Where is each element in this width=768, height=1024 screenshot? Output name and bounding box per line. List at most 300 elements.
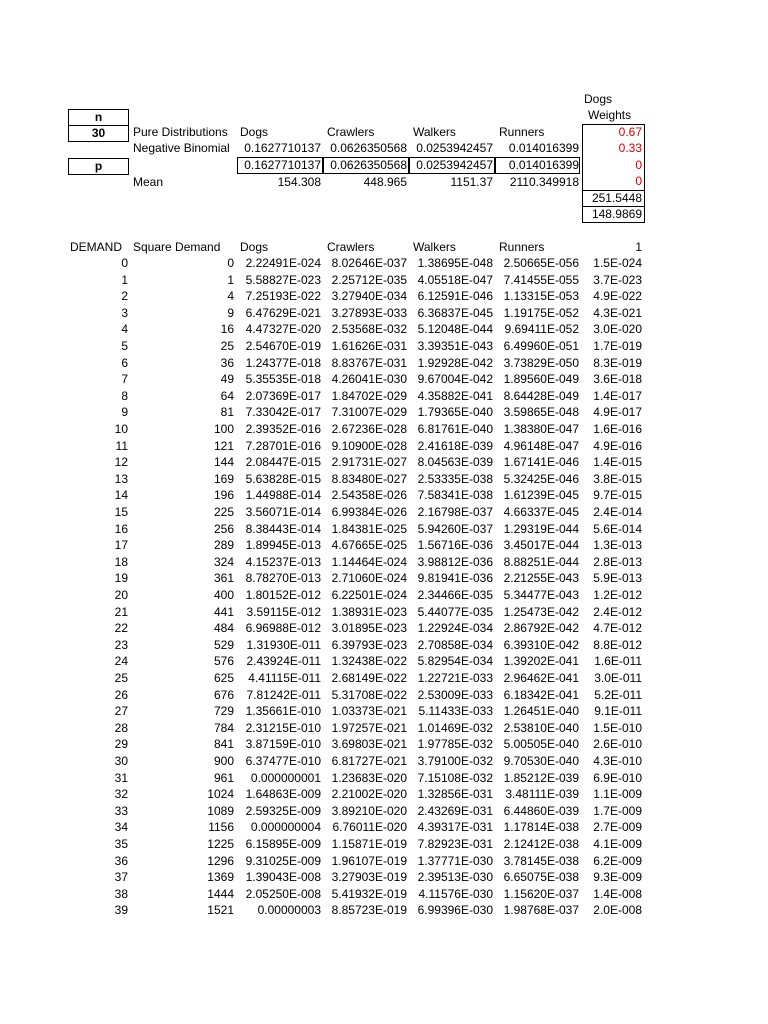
cell-square-demand[interactable]: 361: [213, 571, 234, 586]
cell-weighted[interactable]: 1.2E-012: [593, 588, 642, 602]
cell-walkers[interactable]: 5.94260E-037: [417, 521, 493, 536]
cell-demand[interactable]: 3: [121, 305, 128, 320]
cell-crawlers[interactable]: 2.91731E-027: [331, 455, 407, 470]
cell-walkers[interactable]: 3.98812E-036: [417, 554, 493, 569]
cell-runners[interactable]: 1.39202E-041: [503, 654, 579, 669]
cell-runners[interactable]: 1.67141E-046: [503, 455, 579, 470]
cell-dogs[interactable]: 2.54670E-019: [245, 339, 321, 353]
cell-crawlers[interactable]: 6.39793E-023: [331, 637, 407, 652]
cell-demand[interactable]: 30: [114, 754, 128, 768]
cell-square-demand[interactable]: 529: [213, 637, 234, 652]
cell-demand[interactable]: 16: [114, 521, 128, 536]
cell-walkers[interactable]: 1.01469E-032: [417, 720, 493, 735]
cell-crawlers[interactable]: 1.23683E-020: [331, 770, 407, 785]
cell-square-demand[interactable]: 900: [213, 754, 234, 768]
cell-weighted[interactable]: 4.7E-012: [593, 621, 642, 636]
cell-square-demand[interactable]: 1024: [207, 787, 234, 802]
cell-walkers[interactable]: 2.16798E-037: [417, 505, 493, 519]
cell-dogs[interactable]: 2.31215E-010: [245, 720, 321, 735]
cell-weighted[interactable]: 6.2E-009: [593, 853, 642, 868]
cell-weighted[interactable]: 2.7E-009: [593, 820, 642, 835]
cell-demand[interactable]: 4: [121, 322, 128, 337]
cell-runners[interactable]: 6.49960E-051: [503, 339, 579, 353]
header-demand: DEMAND: [70, 240, 123, 254]
cell-weighted[interactable]: 5.9E-013: [593, 571, 642, 586]
cell-dogs[interactable]: 2.59325E-009: [245, 803, 321, 818]
cell-dogs[interactable]: 1.39043E-008: [245, 870, 321, 885]
cell-runners[interactable]: 6.65075E-038: [503, 870, 579, 885]
cell-weighted[interactable]: 1.4E-015: [593, 455, 642, 470]
cell-weighted[interactable]: 9.3E-009: [593, 870, 642, 885]
cell-walkers[interactable]: 9.81941E-036: [417, 571, 493, 586]
cell-dogs[interactable]: 3.59115E-012: [246, 604, 321, 619]
cell-walkers[interactable]: 5.44077E-035: [417, 604, 493, 619]
cell-weighted[interactable]: 1.7E-009: [593, 803, 642, 818]
cell-demand[interactable]: 28: [114, 720, 128, 735]
cell-dogs[interactable]: 8.38443E-014: [245, 521, 321, 536]
cell-dogs[interactable]: 1.35661E-010: [245, 704, 321, 719]
cell-runners[interactable]: 8.88251E-044: [503, 554, 579, 569]
cell-dogs[interactable]: 4.47327E-020: [245, 322, 321, 337]
cell-crawlers[interactable]: 1.96107E-019: [331, 853, 407, 868]
cell-dogs[interactable]: 8.78270E-013: [245, 571, 321, 586]
cell-demand[interactable]: 14: [114, 488, 128, 503]
cell-square-demand[interactable]: 484: [213, 621, 234, 636]
cell-square-demand[interactable]: 169: [213, 471, 234, 486]
cell-runners[interactable]: 4.66337E-045: [503, 505, 579, 519]
cell-demand[interactable]: 22: [114, 621, 128, 636]
cell-demand[interactable]: 26: [114, 687, 128, 702]
cell-demand[interactable]: 2: [121, 289, 128, 304]
p-runners: 0.014016399: [508, 158, 579, 172]
cell-crawlers[interactable]: 9.10900E-028: [331, 438, 407, 453]
header-crawlers: Crawlers: [327, 240, 375, 254]
cell-square-demand[interactable]: 100: [213, 422, 234, 436]
header-walkers: Walkers: [413, 240, 456, 254]
cell-crawlers[interactable]: 2.53568E-032: [331, 322, 407, 337]
cell-dogs[interactable]: 1.64863E-009: [245, 787, 321, 802]
cell-demand[interactable]: 32: [114, 787, 128, 802]
cell-square-demand[interactable]: 25: [220, 339, 234, 353]
cell-demand[interactable]: 1: [121, 272, 128, 287]
cell-square-demand[interactable]: 961: [213, 770, 234, 785]
mean-walkers: 1151.37: [450, 175, 493, 189]
cell-walkers[interactable]: 2.43269E-031: [417, 803, 493, 818]
cell-demand[interactable]: 5: [121, 339, 128, 353]
cell-walkers[interactable]: 2.39513E-030: [417, 870, 493, 885]
cell-dogs[interactable]: 6.37477E-010: [245, 754, 321, 768]
cell-square-demand[interactable]: 256: [213, 521, 234, 536]
cell-walkers[interactable]: 1.97785E-032: [417, 737, 493, 752]
cell-walkers[interactable]: 2.70858E-034: [417, 637, 493, 652]
cell-square-demand[interactable]: 196: [213, 488, 234, 503]
cell-crawlers[interactable]: 2.68149E-022: [331, 671, 407, 685]
cell-crawlers[interactable]: 3.69803E-021: [331, 737, 407, 752]
cell-weighted[interactable]: 1.6E-011: [594, 654, 642, 669]
cell-runners[interactable]: 1.13315E-053: [503, 289, 579, 304]
cell-runners[interactable]: 3.73829E-050: [503, 355, 579, 370]
cell-square-demand[interactable]: 1156: [208, 820, 234, 835]
cell-demand[interactable]: 8: [121, 388, 128, 403]
cell-demand[interactable]: 38: [114, 886, 128, 901]
cell-runners[interactable]: 1.98768E-037: [503, 903, 579, 918]
cell-square-demand[interactable]: 81: [220, 405, 234, 420]
cell-weighted[interactable]: 4.1E-009: [593, 837, 642, 851]
header-runners: Runners: [499, 240, 545, 254]
cell-runners[interactable]: 1.61239E-045: [503, 488, 579, 503]
cell-walkers[interactable]: 6.12591E-046: [417, 289, 493, 304]
weights-title-dogs: Dogs: [584, 92, 613, 106]
cell-crawlers[interactable]: 1.32438E-022: [331, 654, 407, 669]
cell-square-demand[interactable]: 121: [213, 438, 234, 453]
cell-crawlers[interactable]: 2.25712E-035: [331, 272, 407, 287]
cell-weighted[interactable]: 1.4E-017: [593, 388, 642, 403]
cell-dogs[interactable]: 0.00000003: [257, 903, 321, 918]
cell-demand[interactable]: 23: [114, 637, 128, 652]
cell-weighted[interactable]: 8.3E-019: [593, 355, 642, 370]
cell-square-demand[interactable]: 576: [213, 654, 234, 669]
cell-demand[interactable]: 34: [114, 820, 128, 835]
header-dogs: Dogs: [240, 240, 269, 254]
cell-runners[interactable]: 6.18342E-041: [503, 687, 579, 702]
cell-runners[interactable]: 3.48111E-039: [505, 787, 579, 802]
cell-runners[interactable]: 6.44860E-039: [503, 803, 579, 818]
mean-crawlers: 448.965: [363, 175, 407, 189]
cell-dogs[interactable]: 3.87159E-010: [245, 737, 321, 752]
cell-dogs[interactable]: 7.81242E-011: [246, 687, 321, 702]
cell-dogs[interactable]: 7.28701E-016: [245, 438, 321, 453]
cell-square-demand[interactable]: 1369: [207, 870, 234, 885]
cell-dogs[interactable]: 1.31930E-011: [246, 637, 321, 652]
cell-dogs[interactable]: 5.58827E-023: [245, 272, 321, 287]
cell-demand[interactable]: 11: [115, 438, 128, 453]
cell-weighted[interactable]: 1.3E-013: [593, 538, 642, 553]
cell-square-demand[interactable]: 1225: [207, 837, 234, 851]
cell-crawlers[interactable]: 1.03373E-021: [331, 704, 407, 719]
cell-dogs[interactable]: 6.47629E-021: [245, 305, 321, 320]
cell-weighted[interactable]: 3.6E-018: [593, 372, 642, 387]
cell-runners[interactable]: 1.25473E-042: [503, 604, 579, 619]
cell-walkers[interactable]: 2.41618E-039: [417, 438, 493, 453]
cell-crawlers[interactable]: 3.89210E-020: [331, 803, 407, 818]
cell-demand[interactable]: 0: [121, 256, 128, 270]
cell-crawlers[interactable]: 1.38931E-023: [331, 604, 407, 619]
cell-dogs[interactable]: 1.80152E-012: [245, 588, 321, 602]
pure-distributions-label: Pure Distributions: [133, 125, 228, 139]
cell-demand[interactable]: 13: [114, 471, 128, 486]
cell-runners[interactable]: 1.89560E-049: [503, 372, 579, 387]
cell-crawlers[interactable]: 4.26041E-030: [331, 372, 407, 387]
cell-dogs[interactable]: 0.000000001: [250, 770, 321, 785]
cell-crawlers[interactable]: 6.22501E-024: [331, 588, 407, 602]
header-square-demand: Square Demand: [133, 240, 221, 254]
cell-dogs[interactable]: 1.44988E-014: [245, 488, 321, 503]
cell-runners[interactable]: 4.96148E-047: [503, 438, 579, 453]
cell-crawlers[interactable]: 3.27940E-034: [331, 289, 407, 304]
cell-walkers[interactable]: 9.67004E-042: [417, 372, 493, 387]
cell-runners[interactable]: 1.29319E-044: [503, 521, 579, 536]
cell-walkers[interactable]: 1.22924E-034: [417, 621, 493, 636]
cell-demand[interactable]: 6: [121, 355, 128, 370]
cell-crawlers[interactable]: 8.83767E-031: [331, 355, 407, 370]
cell-weighted[interactable]: 2.6E-010: [593, 737, 642, 752]
cell-crawlers[interactable]: 2.21002E-020: [331, 787, 407, 802]
cell-crawlers[interactable]: 6.81727E-021: [331, 754, 407, 768]
cell-walkers[interactable]: 4.39317E-031: [417, 820, 493, 835]
cell-runners[interactable]: 2.21255E-043: [503, 571, 579, 586]
cell-walkers[interactable]: 7.58341E-038: [417, 488, 493, 503]
cell-dogs[interactable]: 6.15895E-009: [245, 837, 321, 851]
cell-crawlers[interactable]: 1.84381E-025: [331, 521, 407, 536]
cell-walkers[interactable]: 1.22721E-033: [417, 671, 493, 685]
cell-square-demand[interactable]: 289: [213, 538, 234, 553]
cell-walkers[interactable]: 8.04563E-039: [417, 455, 493, 470]
cell-runners[interactable]: 1.19175E-052: [503, 305, 579, 320]
cell-walkers[interactable]: 7.82923E-031: [417, 837, 493, 851]
cell-dogs[interactable]: 3.56071E-014: [245, 505, 321, 519]
cell-walkers[interactable]: 1.56716E-036: [417, 538, 493, 553]
cell-square-demand[interactable]: 0: [227, 256, 234, 270]
cell-square-demand[interactable]: 36: [220, 355, 234, 370]
cell-dogs[interactable]: 7.33042E-017: [245, 405, 321, 420]
cell-demand[interactable]: 33: [114, 803, 128, 818]
cell-walkers[interactable]: 1.79365E-040: [417, 405, 493, 420]
cell-weighted[interactable]: 1.6E-016: [593, 422, 642, 436]
p-dogs: 0.1627710137: [244, 158, 321, 172]
cell-dogs[interactable]: 6.96988E-012: [245, 621, 321, 636]
cell-demand[interactable]: 9: [121, 405, 128, 420]
cell-walkers[interactable]: 5.82954E-034: [417, 654, 493, 669]
cell-weighted[interactable]: 9.7E-015: [593, 488, 642, 503]
cell-crawlers[interactable]: 2.71060E-024: [331, 571, 407, 586]
cell-crawlers[interactable]: 2.67236E-028: [331, 422, 407, 436]
cell-walkers[interactable]: 6.81761E-040: [417, 422, 493, 436]
cell-weighted[interactable]: 1.5E-024: [593, 256, 642, 270]
cell-demand[interactable]: 36: [114, 853, 128, 868]
cell-crawlers[interactable]: 3.27893E-033: [331, 305, 407, 320]
cell-dogs[interactable]: 5.35535E-018: [245, 372, 321, 387]
cell-square-demand[interactable]: 144: [213, 455, 234, 470]
cell-crawlers[interactable]: 6.76011E-020: [332, 820, 407, 835]
cell-weighted[interactable]: 9.1E-011: [594, 704, 642, 719]
cell-weighted[interactable]: 3.8E-015: [593, 471, 642, 486]
cell-runners[interactable]: 3.45017E-044: [503, 538, 579, 553]
cell-square-demand[interactable]: 1296: [207, 853, 234, 868]
cell-demand[interactable]: 10: [114, 422, 128, 436]
cell-demand[interactable]: 12: [114, 455, 128, 470]
cell-walkers[interactable]: 1.92928E-042: [417, 355, 493, 370]
cell-weighted[interactable]: 2.8E-013: [593, 554, 642, 569]
cell-demand[interactable]: 29: [114, 737, 128, 752]
cell-square-demand[interactable]: 841: [213, 737, 234, 752]
mean-dogs: 154.308: [277, 175, 321, 189]
cell-runners[interactable]: 2.12412E-038: [503, 837, 579, 851]
cell-dogs[interactable]: 0.000000004: [250, 820, 321, 835]
cell-walkers[interactable]: 5.12048E-044: [417, 322, 493, 337]
cell-runners[interactable]: 2.96462E-041: [503, 671, 579, 685]
cell-walkers[interactable]: 6.36837E-045: [417, 305, 493, 320]
cell-runners[interactable]: 9.69411E-052: [504, 322, 579, 337]
cell-demand[interactable]: 21: [114, 604, 128, 619]
cell-square-demand[interactable]: 324: [213, 554, 234, 569]
cell-weighted[interactable]: 4.9E-022: [593, 289, 642, 304]
cell-square-demand[interactable]: 4: [227, 289, 234, 304]
cell-weighted[interactable]: 3.7E-023: [593, 272, 642, 287]
cell-crawlers[interactable]: 3.01895E-023: [331, 621, 407, 636]
p-crawlers: 0.0626350568: [330, 158, 407, 172]
cell-walkers[interactable]: 2.53335E-038: [417, 471, 493, 486]
cell-runners[interactable]: 5.00505E-040: [503, 737, 579, 752]
cell-walkers[interactable]: 4.05518E-047: [417, 272, 493, 287]
cell-runners[interactable]: 1.85212E-039: [503, 770, 579, 785]
cell-square-demand[interactable]: 676: [213, 687, 234, 702]
cell-crawlers[interactable]: 3.27903E-019: [331, 870, 407, 885]
cell-crawlers[interactable]: 5.41932E-019: [331, 886, 407, 901]
cell-square-demand[interactable]: 441: [213, 604, 234, 619]
cell-weighted[interactable]: 4.9E-016: [593, 438, 642, 453]
cell-walkers[interactable]: 4.11576E-030: [418, 886, 493, 901]
cell-crawlers[interactable]: 8.83480E-027: [331, 471, 407, 486]
mean-runners: 2110.349918: [509, 175, 579, 189]
weights-sum2: 148.9869: [591, 207, 642, 221]
cell-dogs[interactable]: 4.15237E-013: [245, 554, 321, 569]
cell-crawlers[interactable]: 6.99384E-026: [331, 505, 407, 519]
cell-demand[interactable]: 37: [114, 870, 128, 885]
cell-runners[interactable]: 1.15620E-037: [503, 886, 579, 901]
cell-square-demand[interactable]: 400: [213, 588, 234, 602]
cell-square-demand[interactable]: 1521: [207, 903, 234, 918]
cell-runners[interactable]: 5.34477E-043: [503, 588, 579, 602]
cell-runners[interactable]: 5.32425E-046: [503, 471, 579, 486]
cell-dogs[interactable]: 9.31025E-009: [245, 853, 321, 868]
cell-runners[interactable]: 3.59865E-048: [503, 405, 579, 420]
cell-crawlers[interactable]: 5.31708E-022: [331, 687, 407, 702]
cell-weighted[interactable]: 2.4E-014: [593, 505, 642, 519]
cell-runners[interactable]: 9.70530E-040: [503, 754, 579, 768]
cell-walkers[interactable]: 2.34466E-035: [417, 588, 493, 602]
cell-walkers[interactable]: 2.53009E-033: [417, 687, 493, 702]
cell-crawlers[interactable]: 1.14464E-024: [331, 554, 407, 569]
cell-walkers[interactable]: 6.99396E-030: [417, 903, 493, 918]
cell-walkers[interactable]: 5.11433E-033: [418, 704, 493, 719]
nb-crawlers: 0.0626350568: [330, 141, 407, 155]
cell-square-demand[interactable]: 625: [213, 671, 234, 685]
cell-crawlers[interactable]: 1.15871E-019: [331, 837, 407, 851]
cell-dogs[interactable]: 2.22491E-024: [245, 256, 321, 270]
cell-demand[interactable]: 17: [114, 538, 128, 553]
cell-weighted[interactable]: 1.1E-009: [593, 787, 642, 802]
cell-dogs[interactable]: 2.39352E-016: [245, 422, 321, 436]
cell-square-demand[interactable]: 225: [213, 505, 234, 519]
cell-square-demand[interactable]: 729: [213, 704, 234, 719]
cell-crawlers[interactable]: 4.67665E-025: [331, 538, 407, 553]
cell-runners[interactable]: 2.53810E-040: [503, 720, 579, 735]
cell-runners[interactable]: 7.41455E-055: [503, 272, 579, 287]
cell-dogs[interactable]: 4.41115E-011: [248, 671, 321, 685]
cell-weighted[interactable]: 3.0E-011: [594, 671, 642, 685]
cell-weighted[interactable]: 4.9E-017: [593, 405, 642, 420]
cell-weighted[interactable]: 5.2E-011: [594, 687, 642, 702]
cell-square-demand[interactable]: 1089: [207, 803, 234, 818]
cell-dogs[interactable]: 5.63828E-015: [245, 471, 321, 486]
cell-dogs[interactable]: 2.05250E-008: [245, 886, 321, 901]
cell-square-demand[interactable]: 49: [220, 372, 234, 387]
cell-runners[interactable]: 2.50665E-056: [503, 256, 579, 270]
cell-weighted[interactable]: 1.5E-010: [593, 720, 642, 735]
cell-weighted[interactable]: 4.3E-021: [593, 305, 642, 320]
cell-demand[interactable]: 18: [114, 554, 128, 569]
cell-crawlers[interactable]: 7.31007E-029: [331, 405, 407, 420]
cell-dogs[interactable]: 2.08447E-015: [245, 455, 321, 470]
cell-crawlers[interactable]: 1.61626E-031: [331, 339, 407, 353]
cell-demand[interactable]: 7: [121, 372, 128, 387]
cell-crawlers[interactable]: 8.85723E-019: [331, 903, 407, 918]
cell-walkers[interactable]: 7.15108E-032: [417, 770, 493, 785]
cell-crawlers[interactable]: 2.54358E-026: [331, 488, 407, 503]
cell-demand[interactable]: 31: [114, 770, 128, 785]
cell-square-demand[interactable]: 1: [227, 272, 234, 287]
cell-dogs[interactable]: 2.07369E-017: [245, 388, 321, 403]
cell-walkers[interactable]: 1.38695E-048: [417, 256, 493, 270]
cell-runners[interactable]: 1.26451E-040: [503, 704, 579, 719]
cell-walkers[interactable]: 1.37771E-030: [417, 853, 493, 868]
cell-runners[interactable]: 2.86792E-042: [503, 621, 579, 636]
cell-square-demand[interactable]: 64: [220, 388, 234, 403]
p-label: p: [94, 159, 103, 173]
cell-weighted[interactable]: 1.7E-019: [593, 339, 642, 353]
cell-demand[interactable]: 20: [114, 588, 128, 602]
cell-walkers[interactable]: 4.35882E-041: [417, 388, 493, 403]
cell-walkers[interactable]: 1.32856E-031: [417, 787, 493, 802]
cell-crawlers[interactable]: 1.97257E-021: [331, 720, 407, 735]
cell-square-demand[interactable]: 9: [227, 305, 234, 320]
cell-weighted[interactable]: 1.4E-008: [593, 886, 642, 901]
cell-weighted[interactable]: 2.4E-012: [593, 604, 642, 619]
cell-walkers[interactable]: 3.79100E-032: [417, 754, 493, 768]
cell-walkers[interactable]: 3.39351E-043: [417, 339, 493, 353]
cell-dogs[interactable]: 2.43924E-011: [246, 654, 321, 669]
col-dogs-header: Dogs: [240, 125, 269, 139]
cell-demand[interactable]: 39: [114, 903, 128, 918]
cell-dogs[interactable]: 1.89945E-013: [245, 538, 321, 553]
cell-crawlers[interactable]: 8.02646E-037: [331, 256, 407, 270]
cell-runners[interactable]: 1.17814E-038: [503, 820, 579, 835]
cell-demand[interactable]: 24: [114, 654, 128, 669]
cell-demand[interactable]: 19: [114, 571, 128, 586]
cell-dogs[interactable]: 7.25193E-022: [245, 289, 321, 304]
nb-walkers: 0.0253942457: [416, 141, 493, 155]
cell-weighted[interactable]: 8.8E-012: [593, 637, 642, 652]
cell-runners[interactable]: 1.38380E-047: [503, 422, 579, 436]
cell-weighted[interactable]: 2.0E-008: [593, 903, 642, 918]
cell-square-demand[interactable]: 1444: [207, 886, 234, 901]
cell-weighted[interactable]: 6.9E-010: [593, 770, 642, 785]
cell-weighted[interactable]: 3.0E-020: [593, 322, 642, 337]
cell-runners[interactable]: 6.39310E-042: [503, 637, 579, 652]
cell-demand[interactable]: 25: [114, 671, 128, 685]
cell-square-demand[interactable]: 16: [220, 322, 234, 337]
cell-demand[interactable]: 27: [114, 704, 128, 719]
cell-runners[interactable]: 8.64428E-049: [503, 388, 579, 403]
cell-square-demand[interactable]: 784: [213, 720, 234, 735]
cell-weighted[interactable]: 5.6E-014: [593, 521, 642, 536]
cell-runners[interactable]: 3.78145E-038: [503, 853, 579, 868]
cell-dogs[interactable]: 1.24377E-018: [245, 355, 321, 370]
cell-demand[interactable]: 15: [114, 505, 128, 519]
cell-demand[interactable]: 35: [114, 837, 128, 851]
cell-crawlers[interactable]: 1.84702E-029: [331, 388, 407, 403]
cell-weighted[interactable]: 4.3E-010: [593, 754, 642, 768]
